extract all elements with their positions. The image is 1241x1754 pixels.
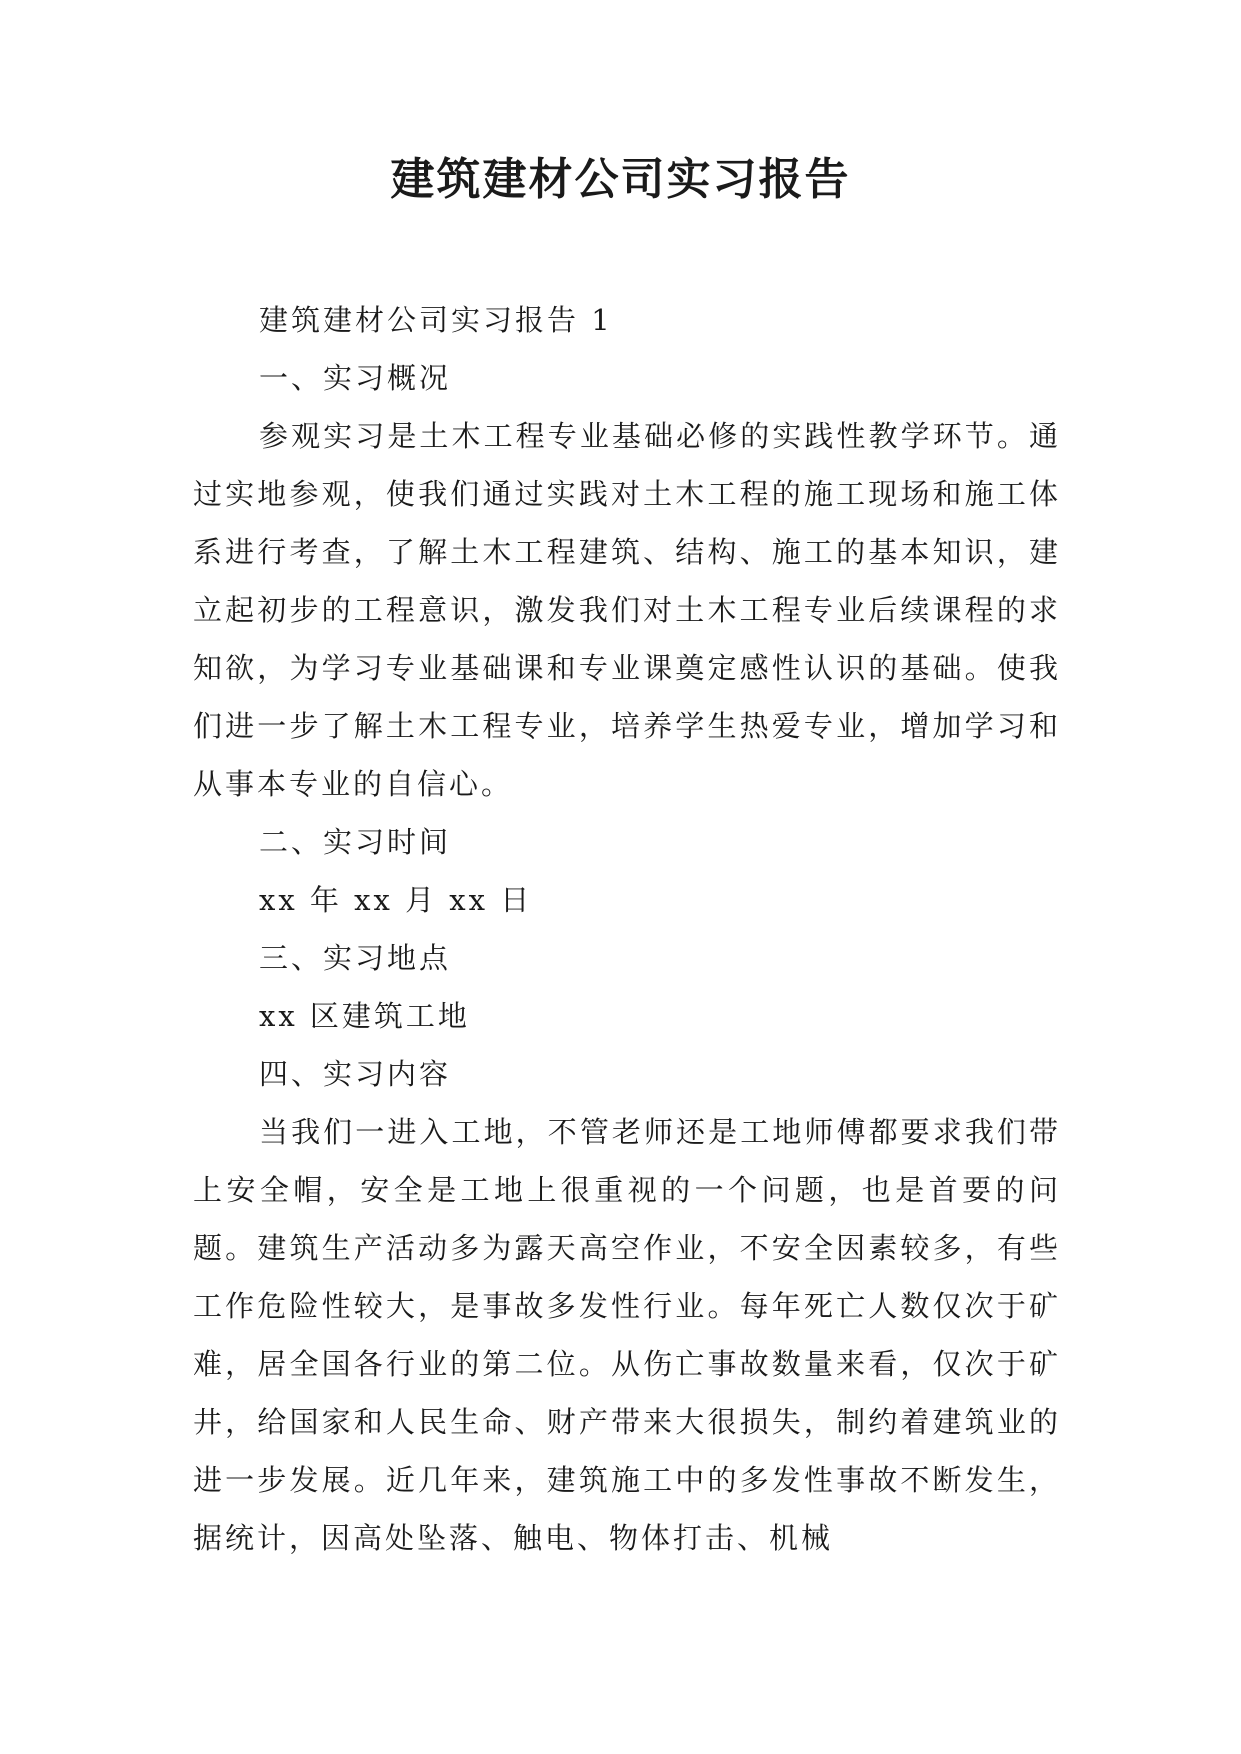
paragraph-location: xx 区建筑工地 — [259, 999, 470, 1033]
report-subtitle: 建筑建材公司实习报告 1 — [259, 303, 613, 337]
section-heading-overview: 一、实习概况 — [259, 361, 452, 395]
section-heading-content: 四、实习内容 — [259, 1057, 452, 1091]
paragraph-content: 当我们一进入工地，不管老师还是工地师傅都要求我们带上安全帽，安全是工地上很重视的一个问题，也是首要的问题。建筑生产活动多为露天高空作业，不安全因素较多，有些工作危险性较大，是事故多发性行业。每年死亡人数仅次于矿难，居全国各行业的第二位。从伤亡事故数量来看，仅次于矿井，给国家和人民生命、财产带来大很损失，制约着建筑业的进一步发展。近几年来，建筑施工中的多发性事故不断发生，据统计，因高处坠落、触电、物体打击、机械 — [193, 1115, 1061, 1555]
section-heading-time: 二、实习时间 — [259, 825, 452, 859]
paragraph-time: xx 年 xx 月 xx 日 — [259, 883, 533, 917]
section-heading-location: 三、实习地点 — [259, 941, 452, 975]
document-body — [193, 291, 1061, 1567]
document-title: 建筑建材公司实习报告 — [390, 154, 851, 205]
paragraph-overview: 参观实习是土木工程专业基础必修的实践性教学环节。通过实地参观，使我们通过实践对土木工程的施工现场和施工体系进行考查，了解土木工程建筑、结构、施工的基本知识，建立起初步的工程意识，激发我们对土木工程专业后续课程的求知欲，为学习专业基础课和专业课奠定感性认识的基础。使我们进一步了解土木工程专业，培养学生热爱专业，增加学习和从事本专业的自信心。 — [193, 419, 1061, 801]
